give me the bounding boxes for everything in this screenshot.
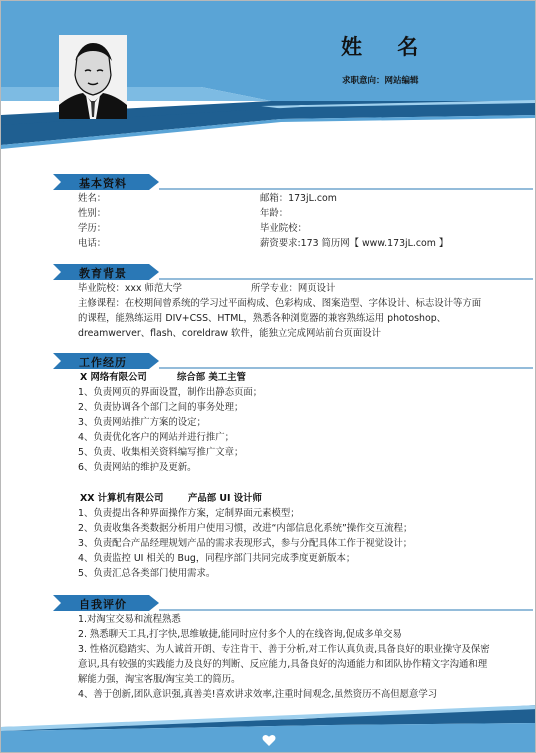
self-line: 4、善于创新,团队意识强,真善美!喜欢讲求效率,注重时间观念,虽然资历不高但愿意学习 [78, 689, 438, 700]
job-duty: 3、负责网站推广方案的设定； [78, 417, 206, 428]
job-duty: 2、负责收集各类数据分析用户使用习惯，改进“内部信息化系统”操作交互流程； [78, 523, 413, 534]
job-dept: 综合部 美工主管 [177, 372, 246, 383]
basic-age: 年龄： [260, 208, 289, 219]
heart-icon [262, 734, 276, 747]
section-title: 教育背景 [79, 267, 127, 280]
section-title: 自我评价 [79, 598, 127, 611]
profile-photo [59, 35, 127, 119]
job-company: X 网络有限公司 [80, 372, 147, 383]
section-header-work [53, 353, 533, 369]
portrait-image [59, 35, 127, 119]
edu-courses-line: 主修课程：在校期间曾系统的学习过平面构成、色彩构成、图案造型、字体设计、标志设计等方面 [78, 298, 482, 309]
job-duty: 3、负责配合产品经理规划产品的需求表现形式，参与分配具体工作于视觉设计； [78, 538, 413, 549]
job-duty: 5、负责、收集相关资料编写推广文章； [78, 447, 244, 458]
edu-school: 毕业院校：xxx 师范大学 [78, 283, 183, 294]
job-duty: 4、负责监控 UI 相关的 Bug，同程序部门共同完成季度更新版本； [78, 553, 356, 564]
section-header-self [53, 595, 533, 611]
self-line: 1.对淘宝交易和流程熟悉 [78, 614, 181, 625]
job-duty: 6、负责网站的维护及更新。 [78, 462, 197, 473]
self-line: 3. 性格沉稳踏实、为人诚首开朗、专注肯干、善于分析,对工作认真负责,具备良好的职业操守及保密 [78, 644, 490, 655]
self-line: 意识,具有较强的实践能力及良好的判断、反应能力,具备良好的沟通能力和团队协作精文字沟通和理 [78, 659, 488, 670]
job-company: XX 计算机有限公司 [80, 493, 164, 504]
self-line: 解能力强，淘宝客服/淘宝美工的简历。 [78, 674, 241, 685]
basic-gender: 性别： [78, 208, 107, 219]
edu-courses-line: 的课程，能熟练运用 DIV+CSS、HTML，熟悉各种浏览器的兼容熟练运用 photoshop、 [78, 313, 447, 324]
basic-salary: 薪资要求:173 简历网【 www.173jL.com 】 [260, 238, 449, 249]
basic-phone: 电话： [78, 238, 107, 249]
job-duty: 4、负责优化客户的网站并进行推广； [78, 432, 234, 443]
basic-name: 姓名： [78, 193, 107, 204]
self-line: 2. 熟悉聊天工具,打字快,思维敏捷,能同时应付多个人的在线咨询,促成多单交易 [78, 629, 402, 640]
job-duty: 1、负责网页的界面设置，制作出静态页面； [78, 387, 263, 398]
section-header-basic [53, 174, 533, 190]
job-intent: 求职意向：网站编辑 [342, 76, 419, 86]
basic-education: 学历： [78, 223, 107, 234]
applicant-name: 姓 名 [341, 35, 433, 59]
basic-email: 邮箱：173jL.com [260, 193, 337, 204]
edu-courses-line: dreamwerver、flash、coreldraw 软件，能独立完成网站前台页面设计 [78, 328, 382, 339]
section-title: 基本资料 [79, 177, 127, 190]
job-duty: 2、负责协调各个部门之间的事务处理； [78, 402, 244, 413]
job-duty: 5、负责汇总各类部门使用需求。 [78, 568, 216, 579]
job-duty: 1、负责提出各种界面操作方案，定制界面元素模型； [78, 508, 300, 519]
basic-school: 毕业院校： [260, 223, 307, 234]
section-header-education [53, 264, 533, 280]
edu-major: 所学专业：网页设计 [251, 283, 336, 294]
job-dept: 产品部 UI 设计师 [188, 493, 262, 504]
section-title: 工作经历 [79, 356, 127, 369]
